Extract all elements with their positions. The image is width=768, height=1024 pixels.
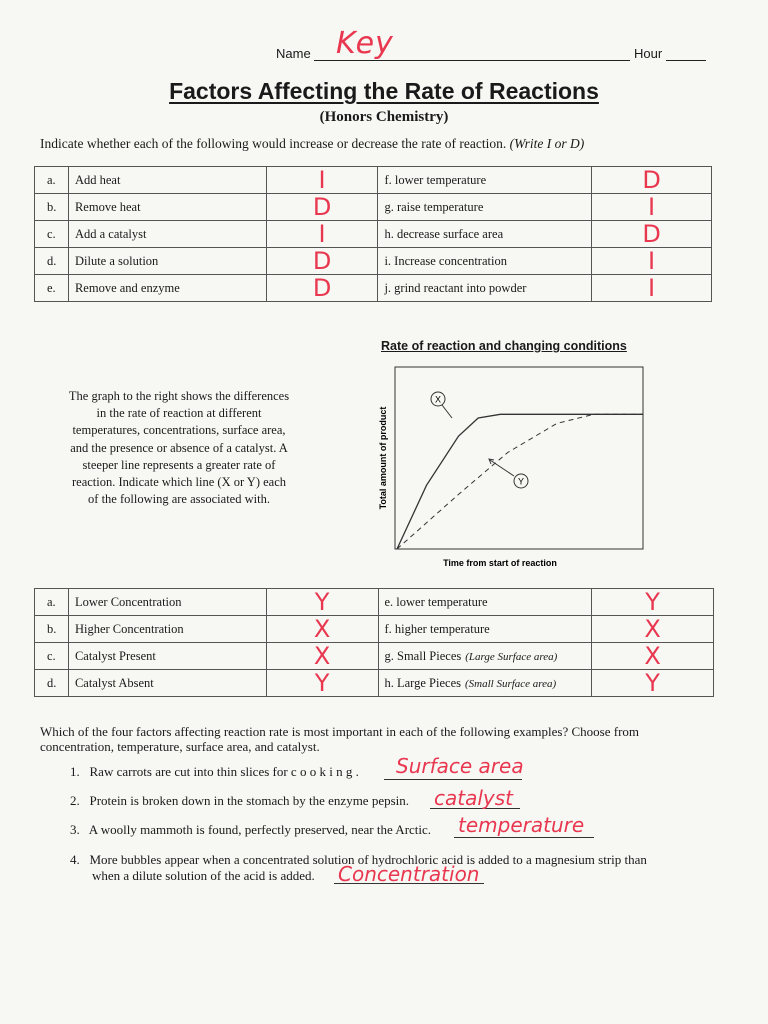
left-item-cell [68,643,266,670]
chart-title: Rate of reaction and changing conditions [381,339,627,353]
answer-2: catalyst [434,786,514,810]
question-2 [70,793,409,809]
left-answer: D [312,193,332,221]
right-item-cell [378,589,592,616]
right-item: f. higher temperature [384,621,490,636]
chart-annotation-x-label: X [434,394,442,405]
right-item-cell [378,221,592,248]
name-label: Name [276,46,311,61]
right-item: j. grind reactant into powder [384,280,527,295]
left-answer-cell [266,248,378,275]
answer-1: Surface area [396,754,524,778]
right-answer-cell [592,248,712,275]
left-answer: Y [314,669,330,697]
left-item: Add heat [74,172,121,187]
row-letter: b. [47,199,57,214]
left-item-cell [68,194,266,221]
right-answer: D [642,166,661,194]
chart-annotation-y-label: Y [517,476,525,487]
left-item: Remove and enzyme [74,280,180,295]
left-item: Catalyst Present [74,648,156,663]
row-letter: a. [47,594,56,609]
question-3 [70,822,431,838]
row-letter-cell [35,616,69,643]
instruction-text: Indicate whether each of the following would increase or decrease the rate of reaction. [40,136,507,151]
right-item: g. Small Pieces [384,648,462,663]
row-letter: d. [47,253,57,268]
table-row [35,248,712,275]
page-title-text: Factors Affecting the Rate of Reactions [169,78,599,104]
answer-3: temperature [458,813,585,837]
left-item: Catalyst Absent [74,675,154,690]
question-1-number: 1. [70,764,80,779]
row-letter-cell [35,275,69,302]
right-answer: Y [645,588,660,616]
row-letter: a. [47,172,56,187]
left-answer-cell [266,221,378,248]
page-subtitle: (Honors Chemistry) [319,109,449,125]
right-item-cell [378,248,592,275]
increase-decrease-table [34,166,712,302]
x-y-table [34,588,714,697]
left-answer-cell [266,167,378,194]
row-letter-cell [35,194,69,221]
right-answer-cell [592,643,714,670]
left-answer-cell [266,275,378,302]
graph-description: The graph to the right shows the differences in the rate of reaction at different temperatures, concentrations, surface area, and the presence or absence of a catalyst. A steeper line represents a greater rate of reaction. Indicate which line (X or Y) each of the following are associated with. [68,389,290,507]
right-answer-cell [592,194,712,221]
right-item-note: (Small Surface area) [464,677,557,690]
hour-line [666,60,706,61]
table-row [35,194,712,221]
left-answer: X [313,615,331,643]
right-item: f. lower temperature [384,172,487,187]
chart-x-axis-label: Time from start of reaction [443,558,557,568]
row-letter: d. [47,675,57,690]
answer-3-line [454,837,594,838]
row-letter-cell [35,670,69,697]
left-answer-cell [266,616,378,643]
left-answer: I [318,220,326,248]
row-letter-cell [35,643,69,670]
left-item: Dilute a solution [74,253,159,268]
question-3-text: A woolly mammoth is found, perfectly preserved, near the Arctic. [88,822,432,837]
right-item: h. decrease surface area [384,226,504,241]
page-title [0,78,768,105]
right-answer-cell [592,275,712,302]
table-row [35,589,714,616]
right-item: h. Large Pieces [384,675,461,690]
table-row [35,275,712,302]
right-answer-cell [592,167,712,194]
question-3-number: 3. [70,822,80,837]
rate-chart [372,358,662,573]
left-answer: X [313,642,331,670]
instructions [40,136,584,152]
row-letter: e. [47,280,56,295]
row-letter: c. [47,226,56,241]
left-item-cell [68,248,266,275]
question-1 [70,764,359,780]
right-answer: I [648,274,656,302]
right-item-cell [378,643,592,670]
left-answer: D [312,274,332,302]
right-item: g. raise temperature [384,199,484,214]
chart-annotation-y [489,459,528,488]
left-item: Lower Concentration [74,594,182,609]
instruction-hint: (Write I or D) [509,136,585,151]
name-value: Key [336,26,394,61]
row-letter: b. [47,621,57,636]
right-item: e. lower temperature [384,594,488,609]
table-row [35,670,714,697]
question-2-number: 2. [70,793,80,808]
right-item: i. Increase concentration [384,253,507,268]
left-item-cell [68,275,266,302]
question-1-text: Raw carrots are cut into thin slices for c o o k i n g . [89,764,359,779]
table-row [35,167,712,194]
right-answer: X [644,615,661,643]
row-letter-cell [35,167,69,194]
chart-y-axis-label: Total amount of product [378,406,388,510]
right-item-cell [378,616,592,643]
right-answer-cell [592,616,714,643]
hour-label: Hour [634,46,663,61]
left-answer-cell [266,194,378,221]
left-answer: D [312,247,332,275]
right-item-cell [378,670,592,697]
table-row [35,221,712,248]
question-2-text: Protein is broken down in the stomach by the enzyme pepsin. [89,793,410,808]
left-answer: Y [314,588,330,616]
question-4-text-line-2: when a dilute solution of the acid is added. [92,868,315,883]
answer-1-line [384,779,522,780]
left-answer-cell [266,643,378,670]
right-item-cell [378,275,592,302]
questions-intro: Which of the four factors affecting reaction rate is most important in each of the following examples? Choose from concentration, temperature, surface area, and catalyst. [40,724,640,754]
left-item-cell [68,221,266,248]
right-item-cell [378,194,592,221]
row-letter-cell [35,589,69,616]
table-row [35,643,714,670]
left-answer-cell [266,670,378,697]
row-letter-cell [35,248,69,275]
right-answer: I [648,247,656,275]
left-item: Add a catalyst [74,226,147,241]
left-item-cell [68,670,266,697]
table-row [35,616,714,643]
left-answer: I [318,166,326,194]
left-item-cell [68,616,266,643]
answer-4: Concentration [338,862,480,886]
left-item: Higher Concentration [74,621,184,636]
left-item-cell [68,589,266,616]
question-4-number: 4. [70,852,80,867]
right-item-cell [378,167,592,194]
left-item: Remove heat [74,199,141,214]
right-answer: D [642,220,661,248]
chart-annotation-x [431,392,452,418]
right-answer: I [648,193,656,221]
left-item-cell [68,167,266,194]
right-answer: X [644,642,661,670]
row-letter: c. [47,648,56,663]
right-answer: Y [645,669,660,697]
right-answer-cell [592,670,714,697]
left-answer-cell [266,589,378,616]
row-letter-cell [35,221,69,248]
question-4-text: More bubbles appear when a concentrated solution of hydrochloric acid is added to a magnesium strip than [89,852,647,867]
right-item-note: (Large Surface area) [465,650,558,663]
right-answer-cell [592,589,714,616]
right-answer-cell [592,221,712,248]
